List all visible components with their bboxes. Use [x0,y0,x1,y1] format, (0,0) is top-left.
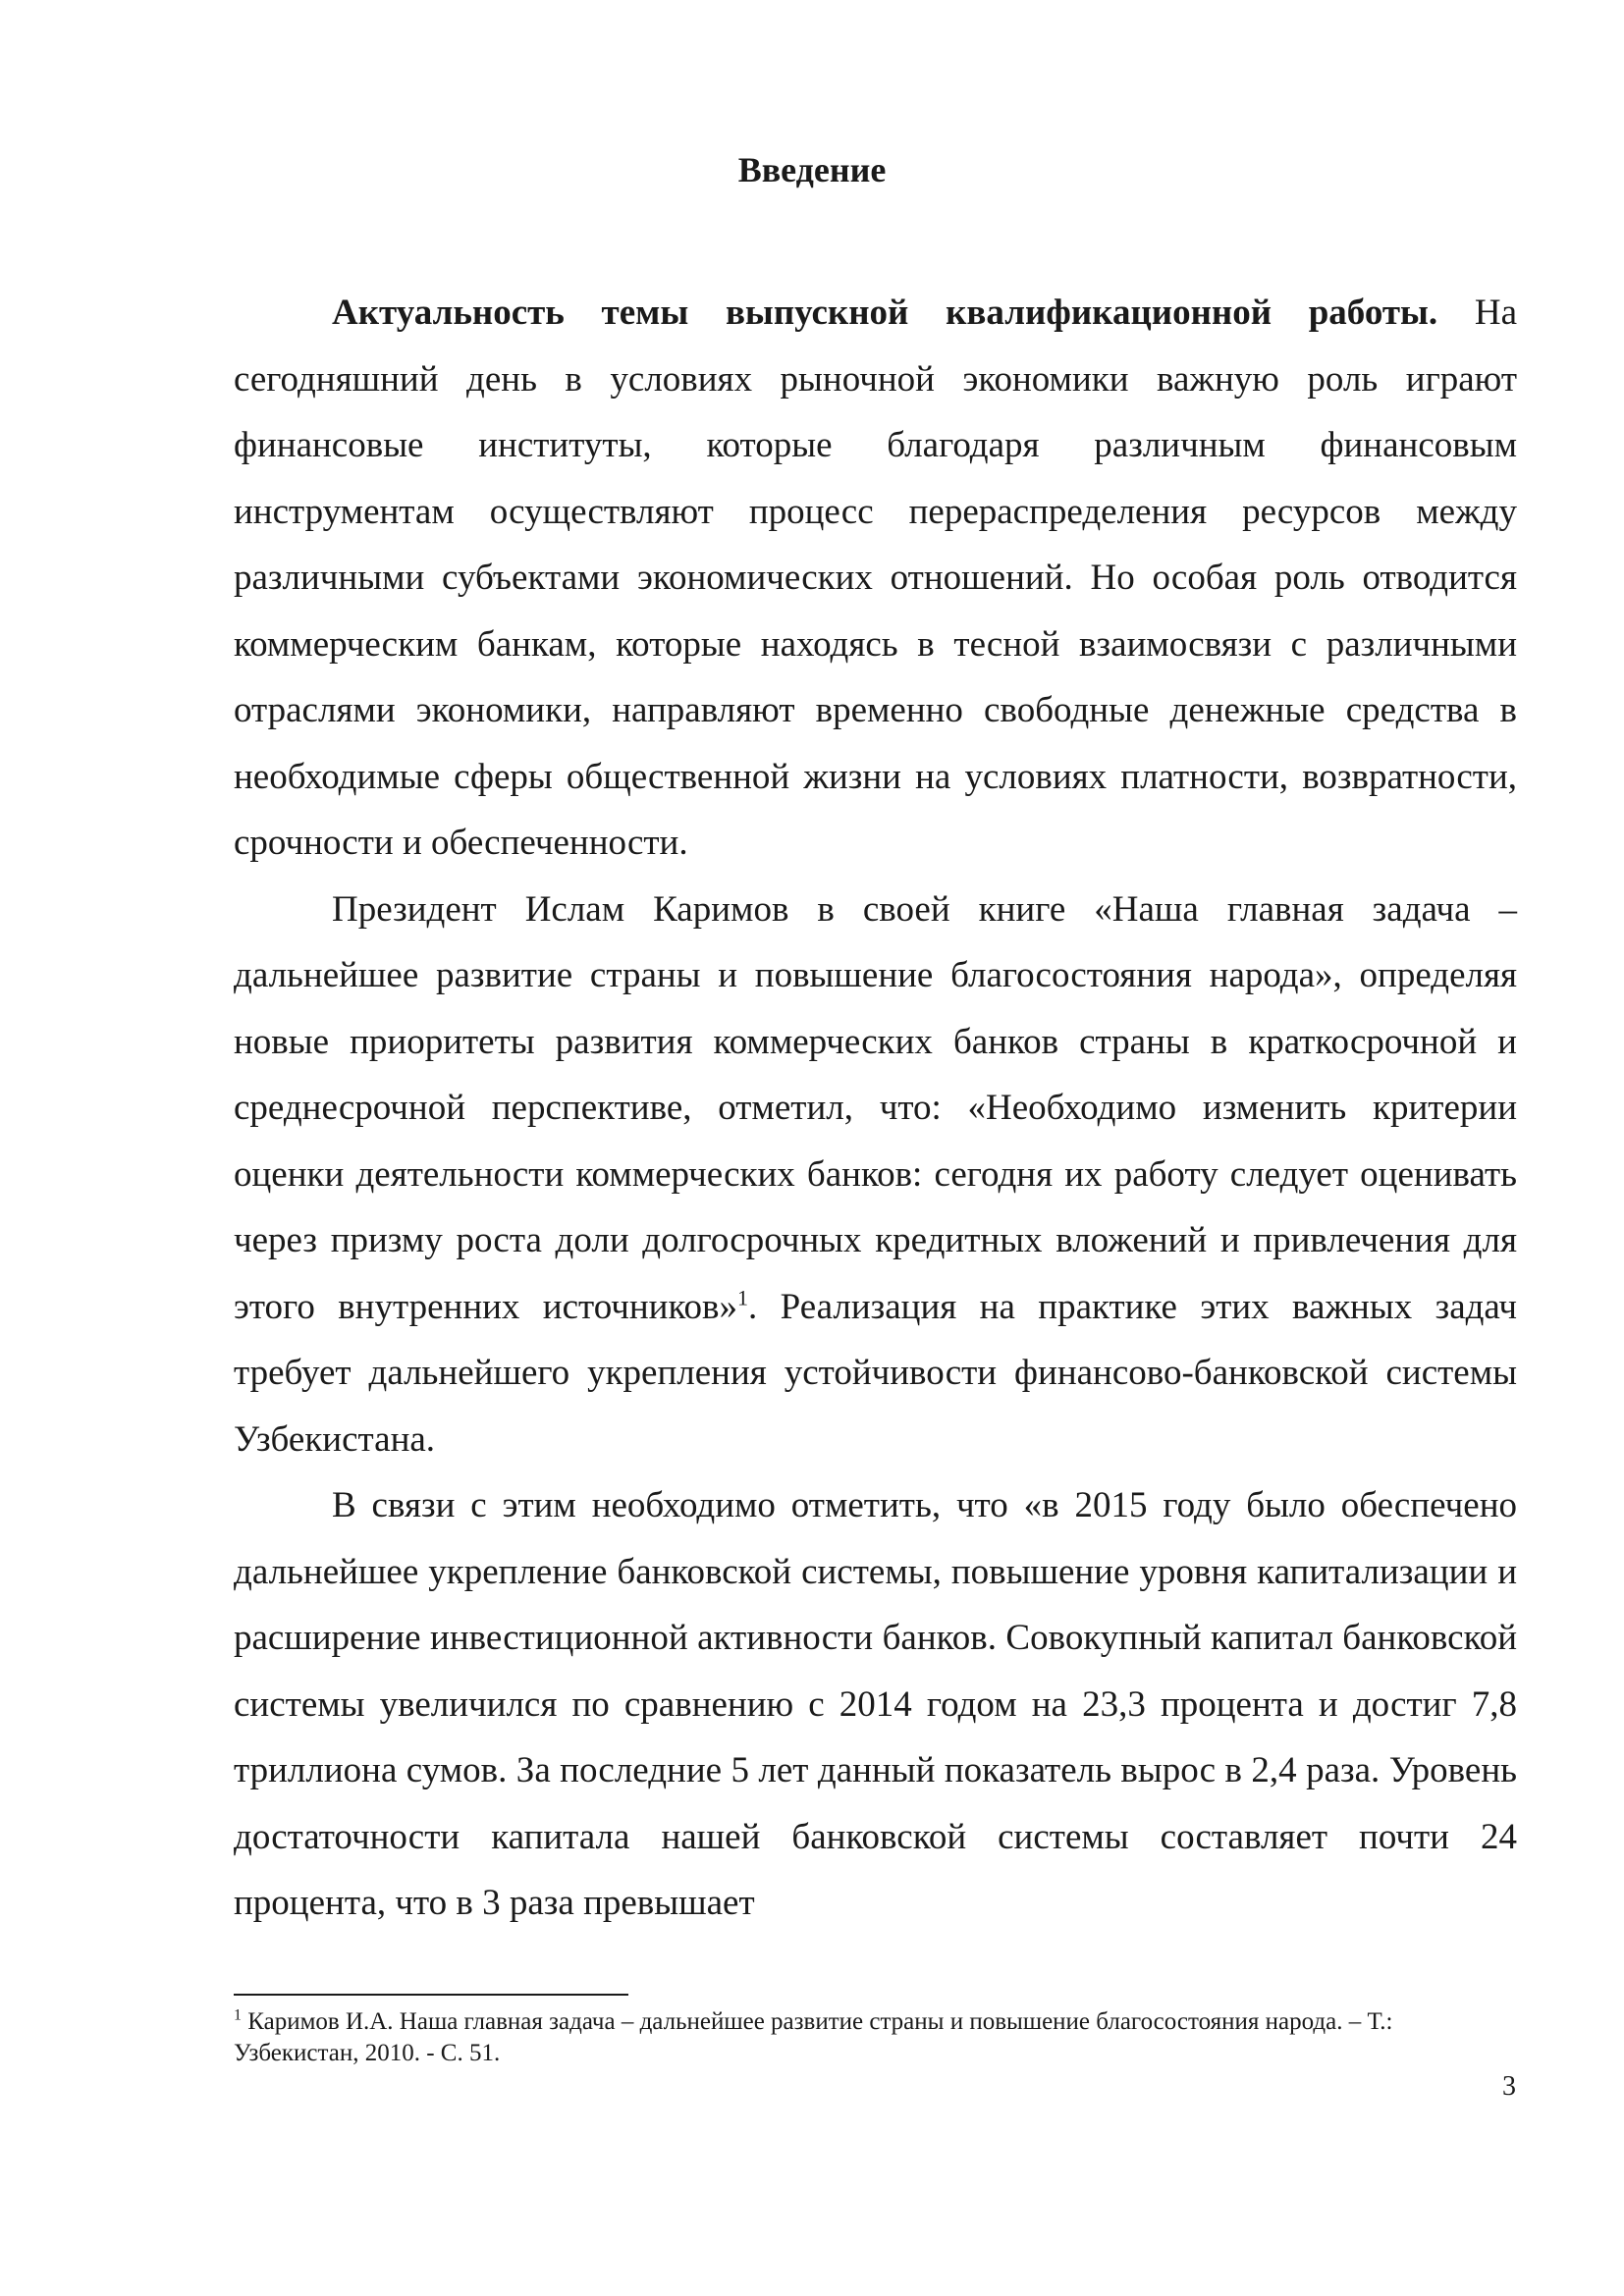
footnote-text: Каримов И.А. Наша главная задача – дальнейшее развитие страны и повышение благосостояния народа. – Т.: Узбекистан, 2010. - С. 51. [234,2008,1393,2066]
paragraph-banking-stats [234,1472,1517,1937]
paragraph-lead: Актуальность темы выпускной квалификационной работы. [332,293,1438,333]
paragraph-text: В связи с этим необходимо отметить, что «в 2015 году было обеспечено дальнейшее укрепление банковской системы, повышение уровня капитализации и расширение инвестиционной активности банков. Совокупный капитал банковской системы увеличился по сравнению с 2014 годом на 23,3 процента и достиг 7,8 триллиона сумов. За последние 5 лет данный показатель вырос в 2,4 раза. Уровень достаточности капитала нашей банковской системы составляет почти 24 процента, что в 3 раза превышает [234,1485,1517,1923]
paragraph-text: . Реализация на практике этих важных задач требует дальнейшего укрепления устойчивости финансово-банковской системы Узбекистана. [234,1286,1517,1460]
page-title: Введение [737,150,887,189]
paragraph-president-quote [234,877,1517,1473]
footnote-divider [234,1994,628,1996]
footnote-number: 1 [234,2006,242,2024]
page-number: 3 [1502,2071,1516,2102]
paragraph-text: На сегодняшний день в условиях рыночной экономики важную роль играют финансовые институты, которые благодаря различным финансовым инструментам осуществляют процесс перераспределения ресурсов между различными субъектами экономических отношений. Но особая роль отводится коммерческим банкам, которые находясь в тесной взаимосвязи с различными отраслями экономики, направляют временно свободные денежные средства в необходимые сферы общественной жизни на условиях платности, возвратности, срочности и обеспеченности. [234,293,1517,863]
body-text [234,280,1517,1937]
paragraph-relevance [234,280,1517,877]
footnote-reference[interactable]: 1 [737,1285,749,1310]
footnote [234,2006,1517,2069]
paragraph-text: Президент Ислам Каримов в своей книге «Наша главная задача – дальнейшее развитие страны и повышение благосостояния народа», определяя новые приоритеты развития коммерческих банков страны в краткосрочной и среднесрочной перспективе, отметил, что: «Необходимо изменить критерии оценки деятельности коммерческих банков: сегодня их работу следует оценивать через призму роста доли долгосрочных кредитных вложений и привлечения для этого внутренних источников» [234,888,1517,1327]
